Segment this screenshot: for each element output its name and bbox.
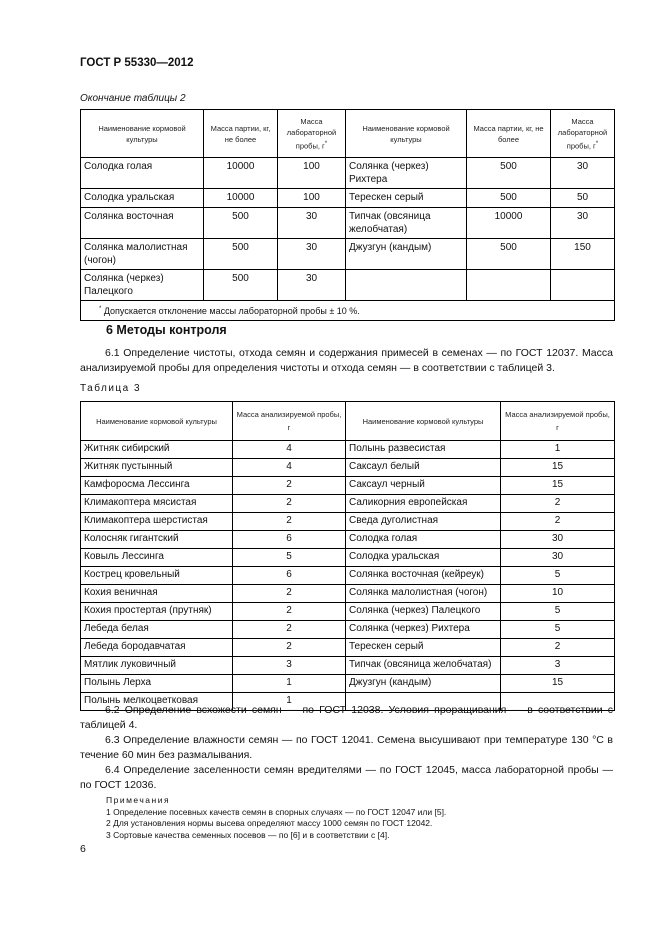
table-cell: Солодка уральская — [81, 189, 204, 208]
table-cell: Климакоптера мясистая — [81, 495, 233, 513]
table-cell: Саксаул черный — [346, 477, 501, 495]
note-item: 1 Определение посевных качеств семян в спорных случаях — по ГОСТ 12047 или [5]. — [106, 806, 447, 817]
table2-header-cell — [551, 110, 615, 158]
table-row — [81, 441, 615, 459]
notes-title: Примечания — [106, 795, 171, 805]
table-2 — [80, 109, 615, 321]
table-cell: Полынь Лерха — [81, 675, 233, 693]
table-row — [81, 603, 615, 621]
table-cell: 30 — [278, 239, 346, 270]
table-cell: 1 — [233, 675, 346, 693]
table-cell: 2 — [233, 603, 346, 621]
table-cell: 15 — [501, 459, 615, 477]
table-cell: 2 — [233, 513, 346, 531]
table-cell: 10 — [501, 585, 615, 603]
table-cell: 10000 — [204, 158, 278, 189]
table-cell: 15 — [501, 675, 615, 693]
table-row — [81, 513, 615, 531]
table2-caption: Окончание таблицы 2 — [80, 93, 186, 104]
notes-block — [106, 795, 606, 841]
table3-header-cell: Масса анализируемой пробы, г — [233, 402, 346, 441]
table-row — [81, 621, 615, 639]
table-cell: Терескен серый — [346, 189, 467, 208]
table-cell: 4 — [233, 459, 346, 477]
table2-header-cell: Наименование кормовой культуры — [81, 110, 204, 158]
table-cell: 150 — [551, 239, 615, 270]
table-cell: 50 — [551, 189, 615, 208]
footnote-mark: * — [324, 139, 328, 147]
footnote-text: Допускается отклонение массы лабораторной пробы ± 10 %. — [103, 306, 360, 316]
table-cell: 30 — [278, 208, 346, 239]
table-cell: Кострец кровельный — [81, 567, 233, 585]
table-cell: Колосняк гигантский — [81, 531, 233, 549]
note-item: 2 Для установления нормы высева определяют массу 1000 семян по ГОСТ 12042. — [106, 818, 433, 828]
table2-footnote-row — [81, 301, 615, 321]
table-cell: 500 — [204, 270, 278, 301]
table2-header-cell — [278, 110, 346, 158]
page-number: 6 — [80, 843, 86, 855]
table-cell: Саксаул белый — [346, 459, 501, 477]
table3-header-row — [81, 402, 615, 441]
paragraph-6-4: 6.4 Определение заселенности семян вредителями — по ГОСТ 12045, масса лабораторной пробы — по ГОСТ 12036. — [80, 764, 613, 791]
table-cell: Солодка голая — [346, 531, 501, 549]
footnote-mark: * — [595, 139, 599, 147]
table-cell: Джузгун (кандым) — [346, 675, 501, 693]
table-row — [81, 459, 615, 477]
table-cell: 30 — [551, 208, 615, 239]
table-cell: Джузгун (кандым) — [346, 239, 467, 270]
table-row — [81, 567, 615, 585]
table-cell: 500 — [204, 208, 278, 239]
table-cell: 5 — [501, 567, 615, 585]
table2-header-cell: Наименование кормовой культуры — [346, 110, 467, 158]
document-code: ГОСТ Р 55330—2012 — [80, 57, 194, 69]
table3-header-cell: Наименование кормовой культуры — [346, 402, 501, 441]
table-cell: 500 — [467, 189, 551, 208]
table-cell: 10000 — [204, 189, 278, 208]
table-cell: Солянка (черкез) Палецкого — [81, 270, 204, 301]
table-cell: Житняк сибирский — [81, 441, 233, 459]
table-cell: 500 — [467, 158, 551, 189]
table-cell: Полынь мелкоцветковая — [81, 693, 233, 711]
table-cell: Солянка малолистная (чогон) — [346, 585, 501, 603]
table-row — [81, 158, 615, 189]
section-title: 6 Методы контроля — [106, 323, 227, 337]
table-cell: Типчак (овсяница желобчатая) — [346, 657, 501, 675]
table2-header-cell: Масса партии, кг, не более — [467, 110, 551, 158]
note-item: 3 Сортовые качества семенных посевов — по [6] и в соответствии с [4]. — [106, 829, 390, 840]
table3-header-cell: Масса анализируемой пробы, г — [501, 402, 615, 441]
table-cell: 6 — [233, 567, 346, 585]
table-cell: Солянка (черкез) Рихтера — [346, 158, 467, 189]
table-cell: Лебеда белая — [81, 621, 233, 639]
table-row — [81, 657, 615, 675]
table-cell: 3 — [501, 657, 615, 675]
table-cell: Житняк пустынный — [81, 459, 233, 477]
table-cell: Солянка восточная — [81, 208, 204, 239]
table-3 — [80, 401, 615, 711]
table-cell: Типчак (овсяница желобчатая) — [346, 208, 467, 239]
table-cell: 3 — [233, 657, 346, 675]
table-cell: Мятлик луковичный — [81, 657, 233, 675]
table-row — [81, 549, 615, 567]
table-cell: Лебеда бородавчатая — [81, 639, 233, 657]
table-row — [81, 270, 615, 301]
table2-header-text: Масса лабораторной пробы, г — [557, 116, 608, 151]
table-row — [81, 239, 615, 270]
table-cell: Камфоросма Лессинга — [81, 477, 233, 495]
table-cell: Солянка восточная (кейреук) — [346, 567, 501, 585]
table-cell: 2 — [233, 495, 346, 513]
table-cell: Саликорния европейская — [346, 495, 501, 513]
table-cell: 2 — [233, 639, 346, 657]
table-row — [81, 495, 615, 513]
table-cell: 30 — [551, 158, 615, 189]
table-cell: 4 — [233, 441, 346, 459]
paragraph-6-1: 6.1 Определение чистоты, отхода семян и содержания примесей в семенах — по ГОСТ 12037. Масса анализируемой пробы для определения чистоты и отхода семян — в соответствии с таблицей 3. — [80, 347, 613, 374]
table-cell: Солодка уральская — [346, 549, 501, 567]
table-cell: Солянка (черкез) Рихтера — [346, 621, 501, 639]
table-row — [81, 477, 615, 495]
table-cell: 5 — [233, 549, 346, 567]
table-cell — [467, 270, 551, 301]
table2-header-cell: Масса партии, кг, не более — [204, 110, 278, 158]
table-cell: Сведа дуголистная — [346, 513, 501, 531]
table-cell: 5 — [501, 621, 615, 639]
table-cell: 100 — [278, 158, 346, 189]
table-row — [81, 639, 615, 657]
table2-footnote — [81, 301, 615, 321]
table-cell: 2 — [233, 585, 346, 603]
table3-caption: Таблица 3 — [80, 383, 142, 394]
table-cell: 2 — [501, 495, 615, 513]
table-cell: 2 — [233, 621, 346, 639]
paragraph-6-2: 6.2 Определение всхожести семян — по ГОСТ 12038. Условия проращивания — в соответствии с таблицей 4. — [80, 704, 613, 731]
table-cell: 1 — [501, 441, 615, 459]
table-cell: 30 — [278, 270, 346, 301]
table-cell — [346, 270, 467, 301]
table-cell: 30 — [501, 549, 615, 567]
table-cell: Полынь развесистая — [346, 441, 501, 459]
table-cell: Терескен серый — [346, 639, 501, 657]
table-cell: 500 — [467, 239, 551, 270]
table-row — [81, 208, 615, 239]
table-cell: Ковыль Лессинга — [81, 549, 233, 567]
table-cell: 2 — [501, 639, 615, 657]
table-cell: 500 — [204, 239, 278, 270]
table-cell: Кохия простертая (прутняк) — [81, 603, 233, 621]
table2-header-text: Масса лабораторной пробы, г — [286, 116, 337, 151]
table-cell: 10000 — [467, 208, 551, 239]
table-row — [81, 189, 615, 208]
table-cell: Солянка малолистная (чогон) — [81, 239, 204, 270]
table2-header-row — [81, 110, 615, 158]
table-cell: 6 — [233, 531, 346, 549]
table-cell: 15 — [501, 477, 615, 495]
table-cell: Солянка (черкез) Палецкого — [346, 603, 501, 621]
table-row — [81, 531, 615, 549]
table-cell: 1 — [233, 693, 346, 711]
table-cell: 2 — [233, 477, 346, 495]
table3-header-cell: Наименование кормовой культуры — [81, 402, 233, 441]
table-cell — [551, 270, 615, 301]
table-cell: 5 — [501, 603, 615, 621]
footnote-mark: * — [99, 306, 102, 312]
table-cell: Кохия веничная — [81, 585, 233, 603]
table-cell: Климакоптера шерстистая — [81, 513, 233, 531]
table-cell: 2 — [501, 513, 615, 531]
table-cell: 100 — [278, 189, 346, 208]
table-row — [81, 585, 615, 603]
table-cell: Солодка голая — [81, 158, 204, 189]
paragraph-6-3: 6.3 Определение влажности семян — по ГОСТ 12041. Семена высушивают при температуре 130 °С в течение 60 мин без размалывания. — [80, 734, 613, 761]
table-cell: 30 — [501, 531, 615, 549]
table-row — [81, 675, 615, 693]
